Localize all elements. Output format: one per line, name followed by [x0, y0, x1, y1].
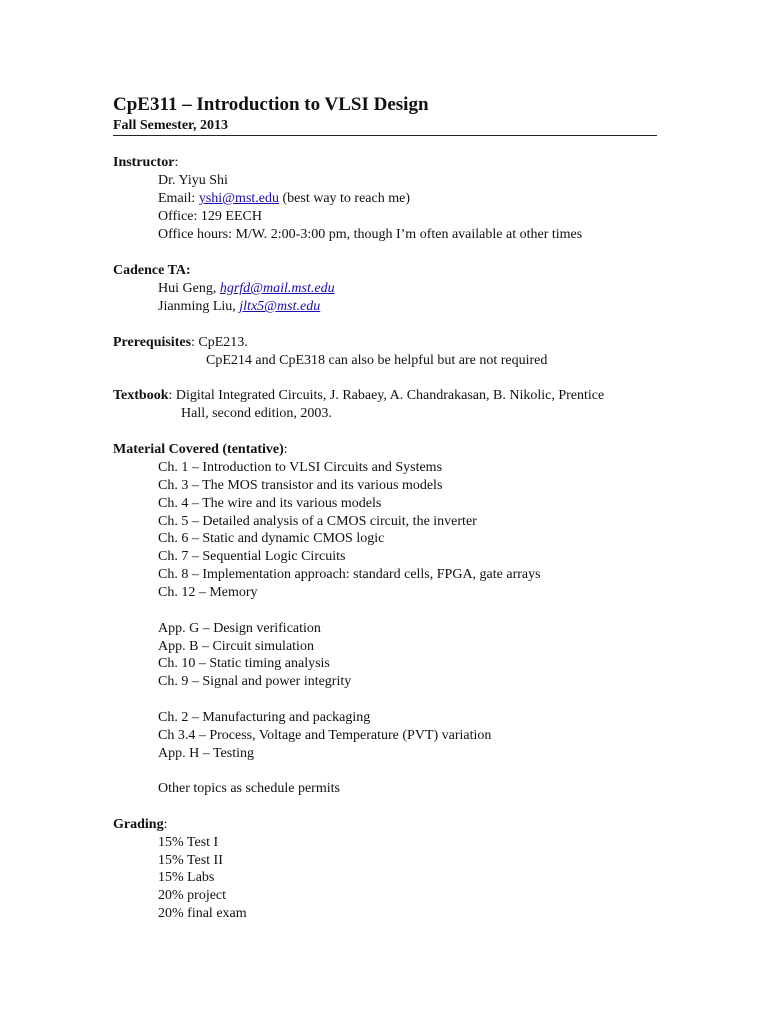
material-heading: Material Covered (tentative): [113, 442, 284, 457]
prerequisites-note: CpE214 and CpE318 can also be helpful but are not required: [206, 353, 548, 368]
instructor-email-link[interactable]: yshi@mst.edu: [198, 191, 279, 206]
semester-subtitle: Fall Semester, 2013: [113, 118, 228, 133]
grading-heading-line: [113, 816, 167, 834]
topic-item: Ch. 6 – Static and dynamic CMOS logic: [158, 531, 385, 546]
title-divider: [113, 135, 657, 136]
ta-email-link[interactable]: hgrfd@mail.mst.edu: [219, 281, 335, 296]
ta-line: [158, 298, 320, 316]
grading-colon: :: [163, 817, 168, 832]
instructor-email-line: [158, 190, 410, 208]
topic-item: Ch. 3 – The MOS transistor and its various models: [158, 478, 443, 493]
textbook-text: : Digital Integrated Circuits, J. Rabaey, A. Chandrakasan, B. Nikolic, Prentice: [168, 388, 605, 403]
topic-item: Ch. 8 – Implementation approach: standard cells, FPGA, gate arrays: [158, 567, 541, 582]
topic-item: App. G – Design verification: [158, 621, 321, 636]
grading-item: 15% Test II: [158, 853, 223, 868]
ta-name: Jianming Liu,: [158, 299, 240, 314]
material-heading-line: [113, 441, 288, 459]
prerequisites-line: [113, 334, 248, 352]
topic-item: Ch. 9 – Signal and power integrity: [158, 674, 352, 689]
instructor-heading-line: [113, 154, 178, 172]
topic-item: Ch. 1 – Introduction to VLSI Circuits and Systems: [158, 460, 443, 475]
topic-item: App. H – Testing: [158, 746, 254, 761]
instructor-hours: Office hours: M/W. 2:00-3:00 pm, though I’m often available at other times: [158, 227, 583, 242]
email-suffix: (best way to reach me): [279, 191, 410, 206]
ta-email-link[interactable]: jltx5@mst.edu: [239, 299, 321, 314]
instructor-heading: Instructor: [113, 155, 175, 170]
prerequisites-heading: Prerequisites: [113, 335, 192, 350]
material-colon: :: [283, 442, 288, 457]
topic-item: App. B – Circuit simulation: [158, 639, 314, 654]
grading-item: 15% Test I: [158, 835, 219, 850]
instructor-office: Office: 129 EECH: [158, 209, 262, 224]
topic-item: Ch. 7 – Sequential Logic Circuits: [158, 549, 346, 564]
ta-line: [158, 280, 335, 298]
grading-item: 20% project: [158, 888, 227, 903]
topic-item: Ch. 5 – Detailed analysis of a CMOS circuit, the inverter: [158, 514, 477, 529]
other-topics: Other topics as schedule permits: [158, 781, 340, 796]
topic-item: Ch 3.4 – Process, Voltage and Temperature (PVT) variation: [158, 728, 492, 743]
textbook-heading: Textbook: [113, 388, 169, 403]
topic-item: Ch. 12 – Memory: [158, 585, 258, 600]
ta-name: Hui Geng,: [158, 281, 220, 296]
course-title: CpE311 – Introduction to VLSI Design: [113, 94, 429, 115]
grading-heading: Grading: [113, 817, 164, 832]
topic-item: Ch. 2 – Manufacturing and packaging: [158, 710, 371, 725]
email-prefix: Email:: [158, 191, 199, 206]
grading-item: 20% final exam: [158, 906, 247, 921]
prerequisites-text: : CpE213.: [191, 335, 248, 350]
textbook-line: [113, 387, 604, 405]
topic-item: Ch. 10 – Static timing analysis: [158, 656, 330, 671]
instructor-colon: :: [174, 155, 179, 170]
textbook-text-cont: Hall, second edition, 2003.: [181, 406, 332, 421]
cadence-ta-heading: Cadence TA:: [113, 263, 191, 278]
topic-item: Ch. 4 – The wire and its various models: [158, 496, 382, 511]
instructor-name: Dr. Yiyu Shi: [158, 173, 228, 188]
grading-item: 15% Labs: [158, 870, 215, 885]
